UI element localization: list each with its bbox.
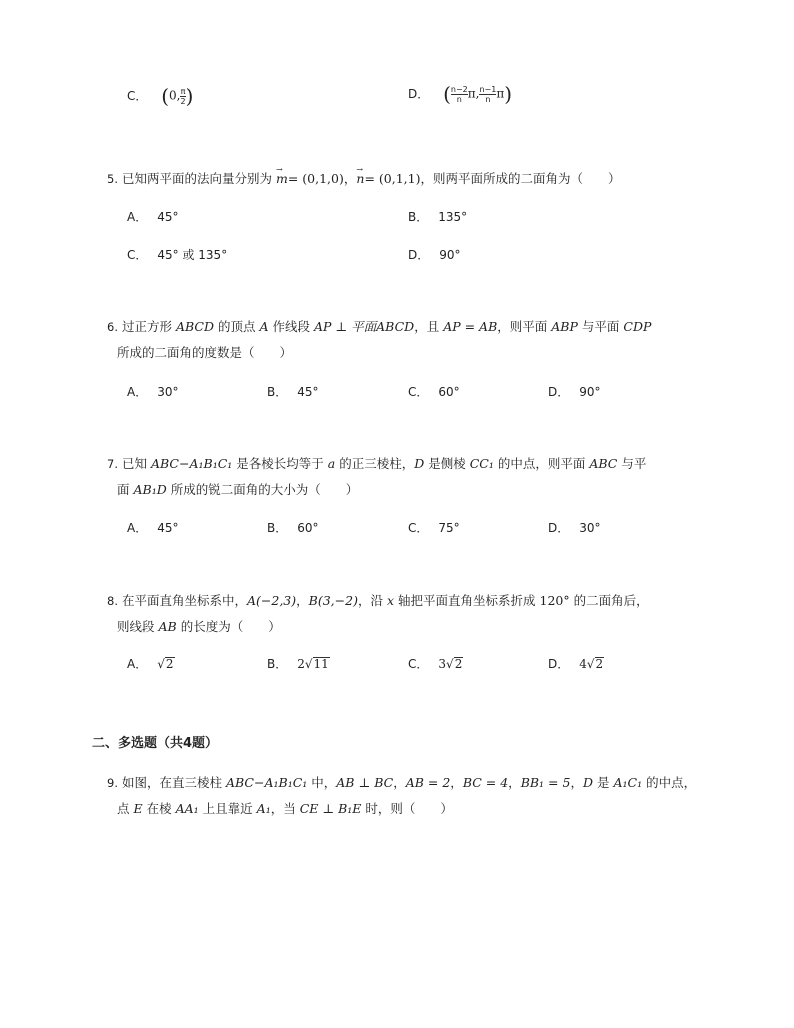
right-paren: ) [185, 84, 194, 108]
q6-option-c[interactable]: C． 60° [408, 385, 460, 399]
left-paren: ( [161, 84, 170, 108]
question-number: 7. [107, 457, 118, 471]
sqrt-icon: √ [586, 657, 595, 671]
q6-option-b[interactable]: B． 45° [267, 385, 319, 399]
sqrt-icon: √ [304, 657, 313, 671]
question-number: 9. [107, 776, 118, 790]
question-number: 8. [107, 594, 118, 608]
q7-option-b[interactable]: B． 60° [267, 521, 319, 535]
question-9: 9. 如图，在直三棱柱 ABC−A₁B₁C₁ 中，AB ⊥ BC，AB = 2，BC = 4，BB₁ = 5，D 是 A₁C₁ 的中点， 点 E 在棱 AA₁ 上且靠近 A₁，当 CE ⊥ B₁E 时，则（ ） [107, 775, 697, 816]
q6-option-d[interactable]: D． 90° [548, 385, 601, 399]
option-label: D． [408, 86, 430, 101]
q8-option-d[interactable]: D． 4√2 [548, 657, 604, 671]
fraction-2: $\frac{n-1}{n}$ [479, 84, 497, 104]
sqrt-icon: √ [446, 657, 454, 671]
question-number: 6. [107, 320, 118, 334]
option-label: C． [127, 88, 148, 103]
q8-option-a[interactable]: A． √2 [127, 657, 174, 671]
q7-option-d[interactable]: D． 30° [548, 521, 601, 535]
fraction-1: $\frac{n-2}{n}$ [450, 84, 468, 104]
section-title: 二、多选题（共4题） [92, 736, 219, 751]
q7-option-a[interactable]: A． 45° [127, 521, 179, 535]
question-6: 6. 过正方形 ABCD 的顶点 A 作线段 AP ⊥ 平面ABCD，且 AP = AB，则平面 ABP 与平面 CDP 所成的二面角的度数是（ ） [107, 319, 652, 360]
q8-option-c[interactable]: C． 3√2 [408, 657, 463, 671]
q7-option-c[interactable]: C． 75° [408, 521, 460, 535]
question-7: 7. 已知 ABC−A₁B₁C₁ 是各棱长均等于 a 的正三棱柱，D 是侧棱 CC₁ 的中点，则平面 ABC 与平 面 AB₁D 所成的锐二面角的大小为（ ） [107, 456, 647, 497]
sqrt-icon: √ [157, 657, 165, 671]
question-number: 5. [107, 172, 118, 186]
vector-m: → m [276, 166, 288, 192]
q4-option-c[interactable] [127, 84, 193, 108]
q6-option-a[interactable]: A． 30° [127, 385, 179, 399]
question-8: 8. 在平面直角坐标系中，A(−2,3)，B(3,−2)，沿 x 轴把平面直角坐标系折成 120° 的二面角后， 则线段 AB 的长度为（ ） [107, 593, 649, 634]
q5-option-a[interactable]: A． 45° [127, 210, 179, 224]
right-paren: ) [504, 82, 513, 106]
q5-option-c[interactable]: C． 45° 或 135° [127, 248, 228, 262]
question-5: 5. 已知两平面的法向量分别为 → m= (0,1,0)，→ n= (0,1,1)，则两平面所成的二面角为（ ） [107, 166, 707, 192]
fraction: $\frac{\pi}{2}$ [180, 86, 186, 106]
q5-option-b[interactable]: B． 135° [408, 210, 468, 224]
left-paren: ( [443, 82, 451, 106]
q4-option-d[interactable]: D． ( $\frac{n-2}{n}$ π, $\frac{n-1}{n}$ π) [408, 82, 513, 106]
math-zero: 0, [169, 88, 181, 103]
vector-n: → n [356, 166, 364, 192]
q5-option-d[interactable]: D． 90° [408, 248, 461, 262]
q8-option-b[interactable]: B． 2√11 [267, 657, 329, 671]
